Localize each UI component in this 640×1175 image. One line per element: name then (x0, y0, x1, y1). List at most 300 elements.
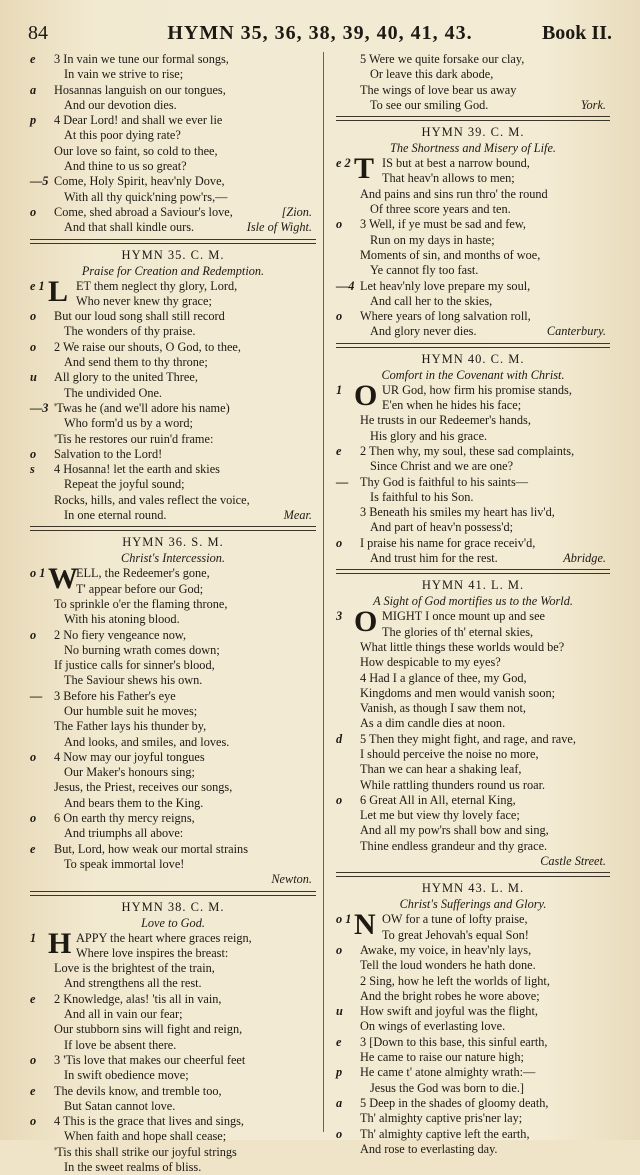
dynamic-mark: 3 (336, 609, 343, 624)
hymn-subtitle: Comfort in the Covenant with Christ. (381, 367, 565, 382)
verse-line (336, 778, 610, 793)
verse-text: Thine endless grandeur and thy grace. (360, 838, 548, 853)
verse-text: 6 On earth thy mercy reigns, (54, 811, 195, 826)
dynamic-mark: u (336, 1004, 343, 1019)
verse-text: In the sweet realms of bliss. (64, 1160, 202, 1174)
verse-line (336, 551, 610, 566)
verse-line (30, 750, 316, 765)
verse-line (336, 989, 610, 1004)
verse-text: The undivided One. (64, 385, 163, 400)
verse-text: 'Twas he (and we'll adore his name) (54, 400, 230, 415)
hymn-heading: HYMN 40. C. M. (421, 351, 525, 366)
verse-text: While rattling thunders round us roar. (360, 777, 546, 792)
dynamic-mark: o (30, 1052, 37, 1067)
verse-text: And pains and sins run thro' the round (360, 186, 548, 201)
dynamic-mark: — (336, 474, 349, 489)
verse-text: He came t' atone almighty wrath:— (360, 1065, 536, 1080)
verse-text: And call her to the skies, (370, 293, 493, 308)
verse-line (30, 508, 316, 523)
verse-line (30, 1022, 316, 1037)
verse-line (336, 854, 610, 869)
dynamic-mark: e (336, 443, 342, 458)
verse-text: He trusts in our Redeemer's hands, (360, 413, 531, 428)
verse-line (30, 780, 316, 795)
verse-line (30, 1129, 316, 1144)
verse-line (30, 597, 316, 612)
verse-line (30, 144, 316, 159)
verse-text: In one eternal round. (64, 508, 167, 523)
verse-text: 5 Deep in the shades of gloomy death, (360, 1095, 549, 1110)
verse-text: The devils know, and tremble too, (54, 1083, 222, 1098)
dynamic-mark: 1 (336, 382, 343, 397)
dynamic-mark: e (336, 1034, 342, 1049)
verse-line (336, 83, 610, 98)
verse-line (30, 370, 316, 385)
verse-text: ELL, the Redeemer's gone, (76, 566, 210, 581)
hymn-heading: HYMN 38. C. M. (121, 899, 225, 914)
verse-text: The glories of th' eternal skies, (382, 624, 534, 639)
verse-line (30, 612, 316, 627)
verse-line (336, 839, 610, 854)
page-header (28, 22, 612, 48)
verse-line (336, 475, 610, 490)
verse-line (30, 1038, 316, 1053)
verse-line (30, 113, 316, 128)
verse-text: Is faithful to his Son. (370, 489, 474, 504)
hymn-heading: HYMN 43. L. M. (421, 881, 525, 896)
verse-line (30, 796, 316, 811)
verse-text: Hosannas languish on our tongues, (54, 82, 226, 97)
verse-text: And our devotion dies. (64, 97, 177, 112)
verse-text: His glory and his grace. (370, 428, 488, 443)
dynamic-mark: o (336, 1126, 343, 1141)
verse-text: MIGHT I once mount up and see (382, 609, 546, 624)
verse-line (30, 1099, 316, 1114)
dynamic-mark: p (336, 1065, 343, 1080)
verse-text: ET them neglect thy glory, Lord, (76, 278, 238, 293)
hymn-subtitle: The Shortness and Misery of Life. (389, 141, 556, 156)
verse-text: And send them to thy throne; (64, 355, 208, 370)
verse-text: Than we can hear a shaking leaf, (360, 762, 522, 777)
verse-text: I praise his name for grace receiv'd, (360, 535, 536, 550)
verse-line (336, 762, 610, 777)
dynamic-mark: o (30, 204, 37, 219)
verse-text: Run on my days in haste; (370, 232, 495, 247)
verse-line (30, 719, 316, 734)
verse-text: 4 Dear Lord! and shall we ever lie (54, 113, 223, 128)
verse-line (336, 1081, 610, 1096)
verse-line (30, 689, 316, 704)
verse-text: Our stubborn sins will fight and reign, (54, 1022, 243, 1037)
page-number: 84 (28, 22, 48, 44)
dynamic-mark: o (336, 535, 343, 550)
verse-line (336, 823, 610, 838)
tune-name: Mear. (283, 508, 312, 523)
verse-text: The Father lays his thunder by, (54, 719, 207, 734)
verse-line (336, 171, 610, 186)
verse-line (336, 398, 610, 413)
verse-text: But, Lord, how weak our mortal strains (54, 841, 248, 856)
drop-cap: H (48, 926, 72, 960)
dynamic-mark: 1 (30, 930, 37, 945)
verse-text: OW for a tune of lofty praise, (382, 912, 528, 927)
section-rule (336, 872, 610, 877)
left-column (30, 52, 316, 1175)
verse-text: 5 Were we quite forsake our clay, (360, 52, 525, 66)
section-rule (336, 343, 610, 348)
dynamic-mark: o (336, 309, 343, 324)
verse-text: And trust him for the rest. (370, 551, 498, 566)
verse-text: 2 We raise our shouts, O God, to thee, (54, 339, 241, 354)
dynamic-mark: e (30, 991, 36, 1006)
hymn-heading: HYMN 36. S. M. (122, 535, 224, 550)
drop-cap: T (354, 152, 375, 186)
verse-text: 2 Knowledge, alas! 'tis all in vain, (54, 991, 222, 1006)
verse-line (336, 309, 610, 324)
verse-line (30, 1145, 316, 1160)
verse-line (30, 159, 316, 174)
verse-text: 4 Had I a glance of thee, my God, (360, 670, 527, 685)
verse-line (336, 640, 610, 655)
verse-line (336, 1035, 610, 1050)
verse-text: 4 Now may our joyful tongues (54, 749, 205, 764)
verse-line (30, 128, 316, 143)
verse-line (336, 202, 610, 217)
verse-line (336, 974, 610, 989)
dynamic-mark: —3 (30, 400, 49, 415)
verse-text: With all thy quick'ning pow'rs,— (64, 189, 228, 204)
verse-line (30, 582, 316, 597)
verse-line (336, 413, 610, 428)
column-divider (323, 52, 324, 1132)
verse-line (336, 279, 610, 294)
tune-name: Canterbury. (546, 324, 606, 339)
dynamic-mark: o (336, 942, 343, 957)
verse-text: Rocks, hills, and vales reflect the voice, (54, 492, 250, 507)
verse-text: UR God, how firm his promise stands, (382, 382, 572, 397)
verse-text: And triumphs all above: (64, 826, 184, 841)
verse-text: Let me but view thy lovely face; (360, 808, 520, 823)
verse-text: Love is the brightest of the train, (54, 961, 215, 976)
verse-text: Let heav'nly love prepare my soul, (360, 278, 531, 293)
verse-text: That heav'n allows to men; (382, 171, 515, 186)
verse-text: To speak immortal love! (64, 856, 185, 871)
tune-name: Castle Street. (540, 854, 606, 869)
verse-line (336, 459, 610, 474)
dynamic-mark: u (30, 370, 37, 385)
verse-text: When faith and hope shall cease; (64, 1129, 227, 1144)
verse-line (30, 992, 316, 1007)
verse-line (336, 686, 610, 701)
tune-name: York. (580, 97, 606, 112)
dynamic-mark: e (30, 841, 36, 856)
verse-line (336, 52, 610, 67)
verse-text: What little things these worlds would be? (360, 639, 565, 654)
verse-line (336, 1004, 610, 1019)
verse-line (30, 765, 316, 780)
verse-text: 2 Sing, how he left the worlds of light, (360, 973, 550, 988)
verse-text: No burning wrath comes down; (64, 642, 220, 657)
verse-text: Of three score years and ten. (370, 202, 511, 217)
dynamic-mark: —5 (30, 174, 49, 189)
drop-cap: L (48, 274, 69, 308)
verse-line (336, 1111, 610, 1126)
verse-line (30, 735, 316, 750)
verse-line (30, 1068, 316, 1083)
verse-text: And that shall kindle ours. (64, 220, 195, 235)
verse-line (30, 67, 316, 82)
dynamic-mark: o 1 (30, 566, 46, 581)
verse-text: 3 Beneath his smiles my heart has liv'd, (360, 505, 555, 520)
dynamic-mark: —4 (336, 278, 355, 293)
right-column (336, 52, 610, 1157)
verse-line (30, 1160, 316, 1175)
verse-line (30, 52, 316, 67)
verse-line (30, 1007, 316, 1022)
verse-line (336, 928, 610, 943)
verse-line (30, 309, 316, 324)
verse-line (30, 872, 316, 887)
verse-line (30, 401, 316, 416)
dynamic-mark: a (30, 82, 37, 97)
verse-line (30, 190, 316, 205)
verse-line (336, 671, 610, 686)
verse-text: Th' almighty captive left the earth, (360, 1126, 530, 1141)
verse-text: Salvation to the Lord! (54, 446, 163, 461)
verse-text: 3 [Down to this base, this sinful earth, (360, 1034, 548, 1049)
verse-text: APPY the heart where graces reign, (76, 930, 252, 945)
verse-line (30, 811, 316, 826)
verse-text: Where years of long salvation roll, (360, 309, 531, 324)
verse-line (336, 808, 610, 823)
verse-line (30, 673, 316, 688)
hymn-subtitle: A Sight of God mortifies us to the World. (373, 594, 573, 609)
verse-text: Who never knew thy grace; (76, 293, 212, 308)
verse-text: Our love so faint, so cold to thee, (54, 143, 218, 158)
verse-text: 2 No fiery vengeance now, (54, 627, 187, 642)
verse-text: Awake, my voice, in heav'nly lays, (360, 942, 532, 957)
verse-text: E'en when he hides his face; (382, 398, 522, 413)
verse-text: And the bright robes he wore above; (360, 988, 540, 1003)
drop-cap: W (48, 562, 78, 596)
verse-line (30, 416, 316, 431)
section-rule (30, 239, 316, 244)
verse-text: The Saviour shews his own. (64, 673, 203, 688)
verse-text: And all my pow'rs shall bow and sing, (360, 823, 549, 838)
verse-line (30, 658, 316, 673)
hymn-heading: HYMN 41. L. M. (421, 578, 525, 593)
verse-text: And thine to us so great? (64, 159, 187, 174)
verse-text: 4 Hosanna! let the earth and skies (54, 462, 220, 477)
verse-line (30, 643, 316, 658)
verse-line (336, 1142, 610, 1157)
dynamic-mark: o (336, 217, 343, 232)
verse-line (336, 747, 610, 762)
book-label: Book II. (541, 22, 612, 44)
verse-line (336, 732, 610, 747)
verse-line (336, 793, 610, 808)
verse-line (336, 1050, 610, 1065)
drop-cap: O (354, 605, 378, 639)
verse-line (336, 701, 610, 716)
verse-line (30, 340, 316, 355)
verse-line (30, 826, 316, 841)
verse-text: 2 Then why, my soul, these sad complaints, (360, 443, 575, 458)
verse-text: To sprinkle o'er the flaming throne, (54, 596, 228, 611)
dynamic-mark: e 1 (30, 278, 45, 293)
verse-text: He came to raise our nature high; (360, 1050, 524, 1065)
dynamic-mark: — (30, 688, 43, 703)
verse-line (30, 477, 316, 492)
verse-line (30, 174, 316, 189)
verse-text: If love be absent there. (64, 1037, 177, 1052)
dynamic-mark: o (30, 339, 37, 354)
verse-line (30, 324, 316, 339)
dynamic-mark: o (30, 749, 37, 764)
verse-text: And strengthens all the rest. (64, 976, 202, 991)
hymn-subtitle: Praise for Creation and Redemption. (81, 263, 265, 278)
tune-name: Isle of Wight. (246, 220, 312, 235)
verse-text: I should perceive the noise no more, (360, 746, 539, 761)
verse-line (30, 704, 316, 719)
hymn-heading: HYMN 35. C. M. (121, 247, 225, 262)
verse-line (30, 220, 316, 235)
verse-line (30, 842, 316, 857)
verse-line (30, 462, 316, 477)
verse-text: With his atoning blood. (64, 612, 180, 627)
verse-text: And rose to everlasting day. (360, 1141, 498, 1156)
verse-text: Moments of sin, and months of woe, (360, 247, 541, 262)
verse-text: 3 In vain we tune our formal songs, (54, 52, 229, 66)
verse-line (30, 83, 316, 98)
verse-line (336, 505, 610, 520)
verse-line (336, 490, 610, 505)
dynamic-mark: e (30, 52, 36, 66)
verse-text: But Satan cannot love. (64, 1098, 176, 1113)
verse-text: And looks, and smiles, and loves. (64, 734, 230, 749)
verse-text: T' appear before our God; (76, 581, 204, 596)
hymn-heading: HYMN 39. C. M. (421, 125, 525, 140)
verse-text: The wonders of thy praise. (64, 324, 196, 339)
hymn-subtitle: Christ's Sufferings and Glory. (399, 897, 547, 912)
verse-line (30, 294, 316, 309)
verse-line (30, 976, 316, 991)
dynamic-mark: o (30, 627, 37, 642)
verse-line (336, 217, 610, 232)
verse-text: 'Tis this shall strike our joyful strings (54, 1144, 237, 1159)
verse-line (336, 429, 610, 444)
section-rule (30, 891, 316, 896)
dynamic-mark: s (30, 462, 35, 477)
verse-text: Or leave this dark abode, (370, 67, 494, 82)
verse-line (30, 946, 316, 961)
verse-text: Tell the loud wonders he hath done. (360, 958, 536, 973)
verse-text: Come, Holy Spirit, heav'nly Dove, (54, 174, 225, 189)
verse-text: 'Tis he restores our ruin'd frame: (54, 431, 214, 446)
verse-line (336, 187, 610, 202)
verse-text: If justice calls for sinner's blood, (54, 658, 215, 673)
dynamic-mark: d (336, 731, 343, 746)
verse-line (336, 716, 610, 731)
verse-text: The wings of love bear us away (360, 82, 517, 97)
verse-line (336, 98, 610, 113)
verse-line (336, 943, 610, 958)
verse-text: Thy God is faithful to his saints— (360, 474, 529, 489)
section-rule (336, 116, 610, 121)
verse-text: And all in vain our fear; (64, 1007, 183, 1022)
verse-text: Where love inspires the breast: (76, 945, 229, 960)
verse-text: Th' almighty captive pris'ner lay; (360, 1111, 523, 1126)
drop-cap: N (354, 908, 376, 942)
verse-line (30, 1053, 316, 1068)
verse-text: Since Christ and we are one? (370, 459, 514, 474)
hymn-subtitle: Love to God. (141, 915, 205, 930)
dynamic-mark: e (30, 1083, 36, 1098)
verse-text: Repeat the joyful sound; (64, 477, 185, 492)
verse-line (336, 248, 610, 263)
verse-text: In swift obedience move; (64, 1068, 189, 1083)
tune-name: Newton. (271, 872, 312, 887)
dynamic-mark: o (30, 811, 37, 826)
section-rule (30, 526, 316, 531)
verse-text: Our Maker's honours sing; (64, 765, 195, 780)
verse-text: Come, shed abroad a Saviour's love, (54, 204, 233, 219)
verse-line (30, 447, 316, 462)
dynamic-mark: a (336, 1095, 343, 1110)
verse-text: 3 Before his Father's eye (54, 688, 176, 703)
verse-text: Kingdoms and men would vanish soon; (360, 685, 556, 700)
verse-line (30, 98, 316, 113)
verse-text: Who form'd us by a word; (64, 416, 193, 431)
verse-line (30, 857, 316, 872)
verse-text: All glory to the united Three, (54, 370, 198, 385)
dynamic-mark: o 1 (336, 912, 352, 927)
verse-text: How swift and joyful was the flight, (360, 1004, 538, 1019)
verse-line (336, 655, 610, 670)
drop-cap: O (354, 378, 378, 412)
verse-line (336, 536, 610, 551)
verse-text: And part of heav'n possess'd; (370, 520, 514, 535)
verse-line (30, 961, 316, 976)
verse-line (30, 1084, 316, 1099)
verse-line (30, 1114, 316, 1129)
verse-text: 4 This is the grace that lives and sings, (54, 1114, 245, 1129)
dynamic-mark: p (30, 113, 37, 128)
verse-line (30, 205, 316, 220)
dynamic-mark: o (30, 446, 37, 461)
hymn-subtitle: Christ's Intercession. (121, 551, 225, 566)
running-title: HYMN 35, 36, 38, 39, 40, 41, 43. (167, 22, 473, 44)
verse-text: Ye cannot fly too fast. (370, 263, 479, 278)
verse-line (30, 628, 316, 643)
verse-line (336, 1019, 610, 1034)
verse-text: Vanish, as though I saw them not, (360, 701, 526, 716)
verse-text: Our humble suit he moves; (64, 703, 198, 718)
verse-text: 6 Great All in All, eternal King, (360, 792, 516, 807)
verse-text: How despicable to my eyes? (360, 655, 501, 670)
verse-line (336, 263, 610, 278)
section-rule (336, 569, 610, 574)
verse-text: And glory never dies. (370, 324, 477, 339)
verse-line (336, 520, 610, 535)
verse-line (336, 324, 610, 339)
verse-text: In vain we strive to rise; (64, 67, 184, 82)
tune-name: [Zion. (281, 204, 312, 219)
verse-line (30, 432, 316, 447)
verse-line (336, 1065, 610, 1080)
dynamic-mark: o (30, 309, 37, 324)
verse-text: To see our smiling God. (370, 97, 489, 112)
